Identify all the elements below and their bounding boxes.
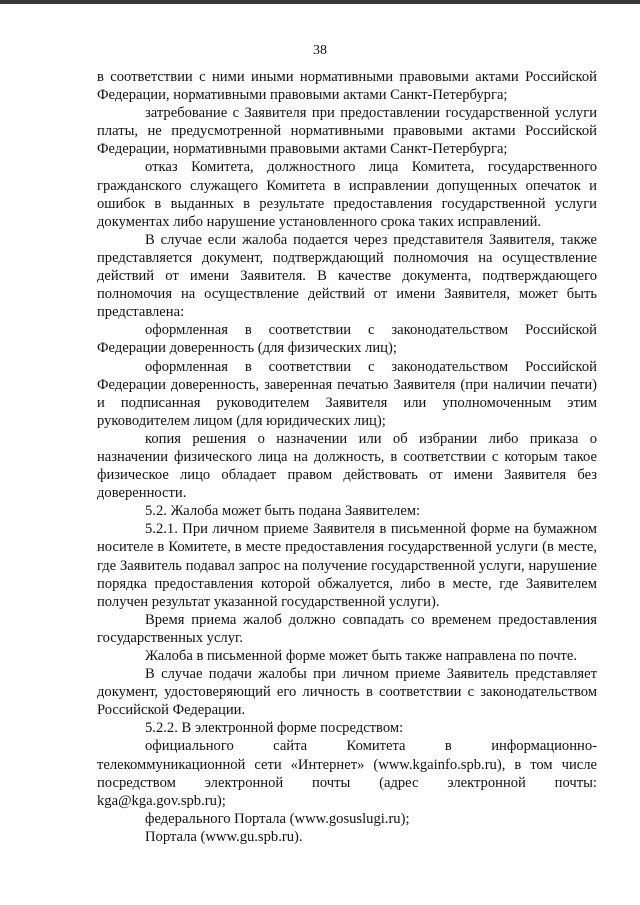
paragraph: Время приема жалоб должно совпадать со временем предоставления государственных услуг. — [97, 611, 597, 646]
paragraph: В случае если жалоба подается через представителя Заявителя, также представляется документ, подтверждающий полномочия на осуществление действий от имени Заявителя. В качестве документа, подтверждающего полномочия на осуществление действий от имени Заявителя, может быть представлена: — [97, 231, 597, 321]
paragraph: 5.2.1. При личном приеме Заявителя в письменной форме на бумажном носителе в Комитете, в месте предоставления государственной услуги (в месте, где Заявитель подавал запрос на получение государственной услуги, нарушение порядка предоставления которой обжалуется, либо в месте, где Заявителем получен результат указанной государственной услуги). — [97, 521, 597, 610]
scan-top-edge — [0, 0, 640, 4]
paragraph: Жалоба в письменной форме может быть также направлена по почте. — [145, 648, 578, 664]
paragraph: затребование с Заявителя при предоставлении государственной услуги платы, не предусмотренной нормативными правовыми актами Российской Федерации, нормативными правовыми актами Санкт-Петербурга; — [97, 105, 597, 158]
paragraph: В случае подачи жалобы при личном приеме Заявитель представляет документ, удостоверяющий его личность в соответствии с законодательством Российской Федерации. — [97, 666, 597, 719]
page-number: 38 — [313, 43, 327, 58]
paragraph: копия решения о назначении или об избрании либо приказа о назначении физического лица на должность, в соответствии с которым такое физическое лицо обладает правом действовать от имени Заявителя без доверенности. — [97, 430, 597, 502]
paragraph: официального сайта Комитета в информационно-телекоммуникационной сети «Интернет» (www.kgainfo.spb.ru), в том числе посредством электронной почты (адрес электронной почты: kga@kga.gov.spb.ru); — [97, 738, 597, 809]
paragraph: федерального Портала (www.gosuslugi.ru); — [145, 810, 410, 827]
paragraph: в соответствии с ними иными нормативными правовыми актами Российской Федерации, нормативными правовыми актами Санкт-Петербурга; — [97, 69, 597, 104]
paragraph: оформленная в соответствии с законодательством Российской Федерации доверенность, заверенная печатью Заявителя (при наличии печати) и подписанная руководителем Заявителя или уполномоченным этим руководителем лицом (для юридических лиц); — [97, 358, 597, 429]
section-heading: 5.2. Жалоба может быть подана Заявителем: — [145, 503, 421, 520]
body-text — [97, 68, 597, 846]
section-heading: 5.2.2. В электронной форме посредством: — [145, 720, 404, 737]
paragraph: оформленная в соответствии с законодательством Российской Федерации доверенность (для физических лиц); — [97, 322, 597, 357]
paragraph: отказ Комитета, должностного лица Комитета, государственного гражданского служащего Комитета в исправлении допущенных опечаток и ошибок в выданных в результате предоставления государственной услуги документах либо нарушение установленного срока таких исправлений. — [97, 159, 597, 230]
paragraph: Портала (www.gu.spb.ru). — [145, 828, 303, 845]
